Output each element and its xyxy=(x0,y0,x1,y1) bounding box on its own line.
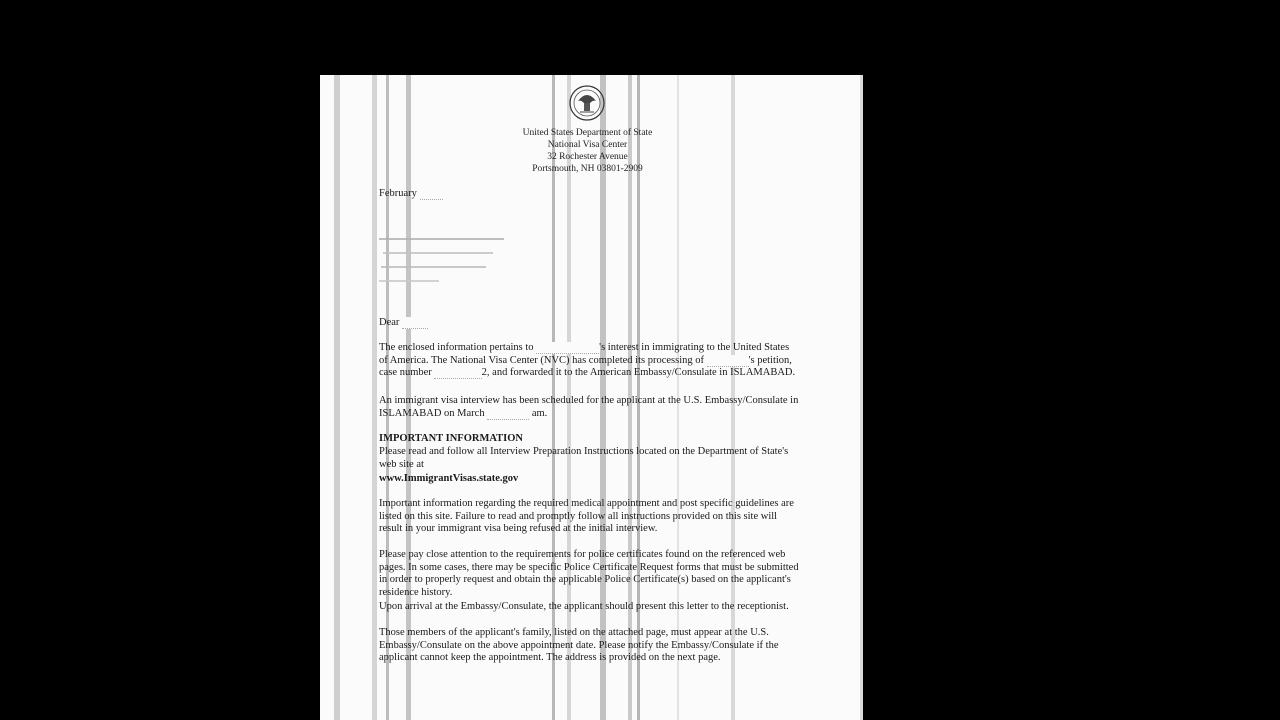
scanned-letter-page xyxy=(320,75,863,720)
p2-part-b: am. xyxy=(531,407,548,419)
paragraph-instructions: Please read and follow all Interview Preparation Instructions located on the Department of State's web site at xyxy=(379,446,789,470)
p1-part-d: 2, and forwarded it to the American Embassy/Consulate in ISLAMABAD. xyxy=(481,367,796,379)
redacted-date xyxy=(420,188,444,200)
p1-part-a: The enclosed information pertains to xyxy=(379,342,534,353)
great-seal-icon xyxy=(568,81,606,125)
letterhead-department: United States Department of State xyxy=(522,128,653,138)
p1-part-c: 's petition, case number xyxy=(379,354,792,379)
letterhead-street: 32 Rochester Avenue xyxy=(547,152,628,162)
paragraph-case-info xyxy=(379,342,799,380)
redacted-address-block xyxy=(379,232,559,292)
p1-part-b: 's interest in immigrating to the United States of America. The National Visa Center (NVC) has completed its processing of xyxy=(379,342,790,366)
paragraph-medical: Important information regarding the required medical appointment and post specific guidelines are listed on this site. Failure to read and promptly follow all instructions provided on this site will result in your immigrant visa being refused at the initial interview. xyxy=(379,498,794,535)
scan-artifact-stripe xyxy=(372,75,377,720)
letterhead-city: Portsmouth, NH 03801-2909 xyxy=(532,164,643,174)
p2-part-a: An immigrant visa interview has been scheduled for the applicant at the U.S. Embassy/Consulate in ISLAMABAD on March xyxy=(379,395,799,419)
important-info-heading: IMPORTANT INFORMATION xyxy=(379,433,524,444)
letter-date xyxy=(379,188,799,201)
website-link[interactable]: www.ImmigrantVisas.state.gov xyxy=(379,473,519,484)
redacted-appointment-time xyxy=(487,408,529,420)
date-month: February xyxy=(379,188,417,199)
paragraph-arrival: Upon arrival at the Embassy/Consulate, the applicant should present this letter to the receptionist. xyxy=(379,601,789,612)
redacted-case-number xyxy=(434,367,481,379)
salutation xyxy=(379,317,799,330)
salutation-text: Dear xyxy=(379,317,400,328)
redacted-name xyxy=(536,342,599,354)
paragraph-police-certificates: Please pay close attention to the requirements for police certificates found on the referenced web pages. In some cases, there may be specific Police Certificate Request forms that must be submitted in order to properly request and obtain the applicable Police Certificate(s) based on the applicant's residence history. xyxy=(379,549,799,599)
redacted-name xyxy=(402,317,428,329)
redacted-name xyxy=(707,355,749,367)
letterhead-center: National Visa Center xyxy=(547,140,628,150)
scan-artifact-stripe xyxy=(334,75,340,720)
letterhead xyxy=(490,127,685,175)
paragraph-family-members: Those members of the applicant's family, listed on the attached page, must appear at the U.S. Embassy/Consulate on the above appointment date. Please notify the Embassy/Consulate if the applicant cannot keep the appointment. The address is provided on the next page. xyxy=(379,627,779,664)
paragraph-interview xyxy=(379,395,799,420)
scan-artifact-stripe xyxy=(860,75,863,720)
